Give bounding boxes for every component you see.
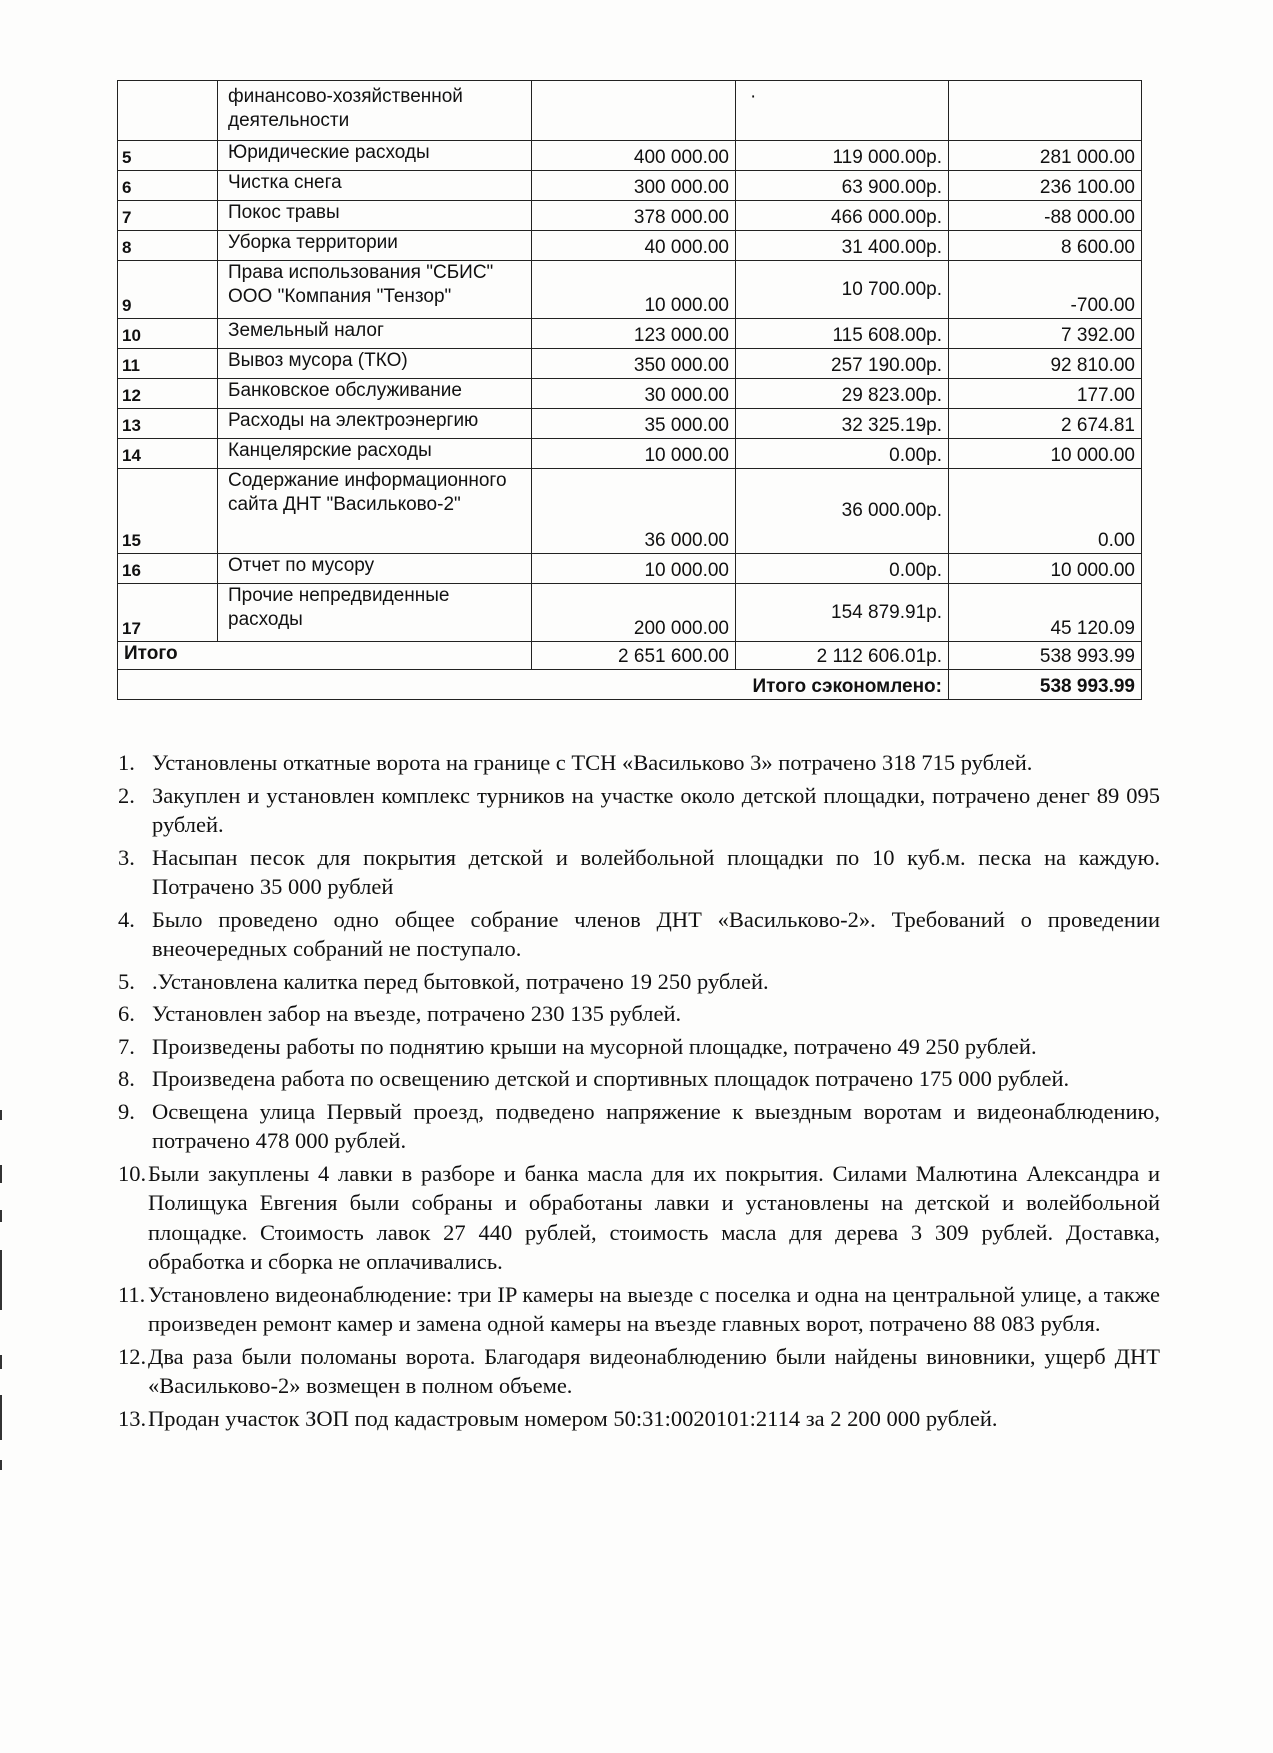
table-row: 7 Покос травы 378 000.00 466 000.00р. -88 000.00 (118, 201, 1142, 231)
list-item: 13. Продан участок ЗОП под кадастровым номером 50:31:0020101:2114 за 2 200 000 рублей. (118, 1405, 998, 1431)
table-row: 6 Чистка снега 300 000.00 63 900.00р. 236 100.00 (118, 171, 1142, 201)
list-item: 9. Освещена улица Первый проезд, подведено напряжение к выездным воротам и видеонаблюдению, потрачено 478 000 рублей. (118, 1098, 1160, 1153)
saved-value: 538 993.99 (949, 670, 1142, 700)
list-item: 3. Насыпан песок для покрытия детской и волейбольной площадки по 10 куб.м. песка на каждую. Потрачено 35 000 рублей (118, 844, 1160, 899)
list-item: 10. Были закуплены 4 лавки в разборе и банка масла для их покрытия. Силами Малютина Александра и Полищука Евгения были собраны и обработаны лавки и установлены на детской и волейбольной площадке. Стоимость лавок 27 440 рублей, стоимость масла для дерева 3 309 рублей. Доставка, обработка и сборка не оплачивались. (118, 1160, 1160, 1274)
saved-row (118, 670, 1142, 700)
table-row: финансово-хозяйственной деятельности · (118, 81, 1142, 141)
total-label: Итого (118, 642, 532, 670)
item-name: Расходы на электроэнергию (218, 409, 532, 439)
item-name: Канцелярские расходы (218, 439, 532, 469)
item-name: Покос травы (218, 201, 532, 231)
scan-mark (0, 1460, 2, 1470)
list-item: 2. Закуплен и установлен комплекс турников на участке около детской площадки, потрачено денег 89 095 рублей. (118, 782, 1160, 837)
list-item: 11. Установлено видеонаблюдение: три IP камеры на выезде с поселка и одна на центральной улице, а также произведен ремонт камер и замена одной камеры на въезде главных ворот, потрачено 88 083 рубля. (118, 1281, 1160, 1336)
item-name: финансово-хозяйственной деятельности (218, 81, 532, 141)
scan-mark (0, 1395, 2, 1440)
item-name: Содержание информационного сайта ДНТ "Васильково-2" (218, 469, 532, 554)
total-row (118, 642, 1142, 670)
table-row: 16 Отчет по мусору 10 000.00 0.00р. 10 000.00 (118, 554, 1142, 584)
list-item: 8. Произведена работа по освещению детской и спортивных площадок потрачено 175 000 рублей. (118, 1066, 1070, 1091)
item-name: Права использования "СБИС" ООО "Компания "Тензор" (218, 261, 532, 319)
total-fact: 2 112 606.01р. (736, 642, 949, 670)
table-row: 11 Вывоз мусора (ТКО) 350 000.00 257 190.00р. 92 810.00 (118, 349, 1142, 379)
item-name: Уборка территории (218, 231, 532, 261)
item-name: Банковское обслуживание (218, 379, 532, 409)
table-row: 5 Юридические расходы 400 000.00 119 000.00р. 281 000.00 (118, 141, 1142, 171)
list-item: 4. Было проведено одно общее собрание членов ДНТ «Васильково-2». Требований о проведении внеочередных собраний не поступало. (118, 906, 1160, 961)
table-row: 14 Канцелярские расходы 10 000.00 0.00р. 10 000.00 (118, 439, 1142, 469)
list-item: 6. Установлен забор на въезде, потрачено 230 135 рублей. (118, 1001, 682, 1026)
table-row: 10 Земельный налог 123 000.00 115 608.00р. 7 392.00 (118, 319, 1142, 349)
table-row: 17 Прочие непредвиденные расходы 200 000.00 154 879.91р. 45 120.09 (118, 584, 1142, 642)
table-row: 12 Банковское обслуживание 30 000.00 29 823.00р. 177.00 (118, 379, 1142, 409)
item-name: Прочие непредвиденные расходы (218, 584, 532, 642)
table-row: 9 Права использования "СБИС" ООО "Компания "Тензор" 10 000.00 10 700.00р. -700.00 (118, 261, 1142, 319)
scan-mark (0, 1355, 2, 1369)
expense-table (117, 80, 1142, 700)
scan-mark (0, 1250, 2, 1310)
saved-label: Итого сэкономлено: (118, 670, 949, 700)
list-item: 7. Произведены работы по поднятию крыши на мусорной площадке, потрачено 49 250 рублей. (118, 1033, 1037, 1059)
list-item: 1. Установлены откатные ворота на границе с ТСН «Васильково 3» потрачено 318 715 рублей. (118, 750, 1033, 775)
item-name: Вывоз мусора (ТКО) (218, 349, 532, 379)
table-row: 8 Уборка территории 40 000.00 31 400.00р. 8 600.00 (118, 231, 1142, 261)
list-item: 5. .Установлена калитка перед бытовкой, потрачено 19 250 рублей. (118, 968, 769, 994)
scan-mark (0, 1210, 2, 1222)
item-name: Отчет по мусору (218, 554, 532, 584)
table-row: 13 Расходы на электроэнергию 35 000.00 32 325.19р. 2 674.81 (118, 409, 1142, 439)
total-plan: 2 651 600.00 (532, 642, 736, 670)
scan-mark (0, 1165, 2, 1183)
table-row: 15 Содержание информационного сайта ДНТ "Васильково-2" 36 000.00 36 000.00р. 0.00 (118, 469, 1142, 554)
item-name: Юридические расходы (218, 141, 532, 171)
notes-list (118, 748, 1160, 1436)
item-name: Чистка снега (218, 171, 532, 201)
scan-margin-marks (0, 1110, 4, 1470)
item-name: Земельный налог (218, 319, 532, 349)
list-item: 12. Два раза были поломаны ворота. Благодаря видеонаблюдению были найдены виновники, ущерб ДНТ «Васильково-2» возмещен в полном объеме. (118, 1343, 1160, 1398)
scan-mark (0, 1110, 2, 1120)
total-diff: 538 993.99 (949, 642, 1142, 670)
